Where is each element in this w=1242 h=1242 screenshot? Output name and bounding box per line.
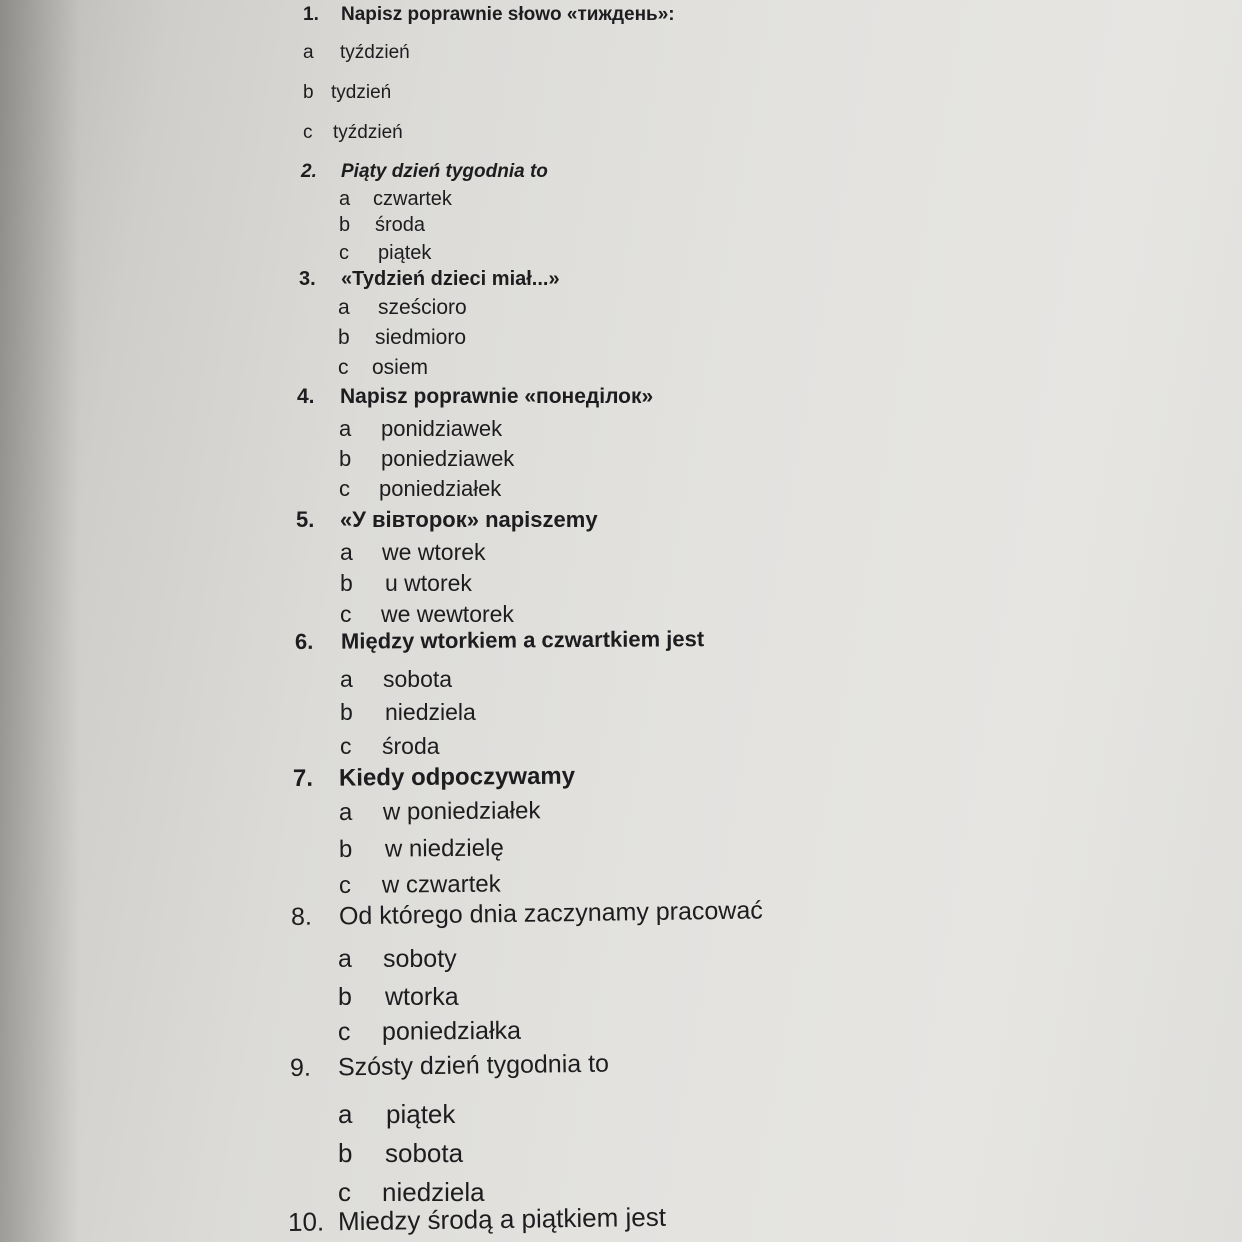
- option: [340, 570, 472, 597]
- option-letter: c: [338, 871, 352, 899]
- option-text: osiem: [372, 356, 429, 379]
- option-letter: c: [340, 601, 352, 627]
- option-letter: a: [338, 1099, 353, 1129]
- option: [339, 871, 501, 900]
- question-number: 1.: [303, 4, 319, 25]
- option: [303, 122, 403, 144]
- question-number: 10.: [287, 1206, 325, 1237]
- question-4: [297, 385, 653, 409]
- option-letter: b: [338, 1138, 353, 1168]
- question-text: «Tydzień dzieci miał...»: [341, 268, 560, 290]
- option-letter: b: [338, 983, 352, 1011]
- option-letter: a: [340, 666, 353, 692]
- option-text: w czwartek: [381, 870, 501, 899]
- option: [339, 242, 431, 265]
- option: [340, 699, 476, 726]
- option-text: niedziela: [385, 699, 476, 725]
- option-text: tyździeń: [333, 122, 403, 143]
- question-number: 4.: [297, 385, 315, 408]
- option-letter: b: [340, 699, 353, 725]
- option-text: we wtorek: [382, 539, 486, 565]
- option-text: środa: [375, 214, 426, 236]
- option-text: poniedziałka: [381, 1016, 522, 1046]
- question-5: [296, 507, 598, 533]
- option-text: sześcioro: [378, 296, 467, 319]
- option: [338, 945, 457, 974]
- option-text: poniedziawek: [381, 446, 515, 471]
- option: [339, 416, 502, 442]
- option-text: ponidziawek: [381, 416, 503, 441]
- option: [339, 476, 501, 502]
- option-letter: b: [338, 835, 353, 863]
- option: [340, 733, 440, 760]
- option: [340, 539, 486, 566]
- question-number: 8.: [290, 902, 313, 931]
- option-letter: c: [340, 733, 352, 759]
- option-letter: c: [337, 1017, 351, 1046]
- option-text: tydzień: [331, 82, 392, 103]
- option-letter: a: [338, 798, 353, 826]
- option-letter: c: [339, 242, 349, 264]
- question-text: Między wtorkiem a czwartkiem jest: [340, 626, 705, 654]
- option: [339, 835, 504, 864]
- question-number: 2.: [301, 161, 317, 182]
- option-letter: c: [338, 1177, 351, 1207]
- option: [338, 1099, 455, 1130]
- question-text: Piąty dzień tygodnia to: [341, 161, 548, 182]
- option: [338, 1177, 485, 1208]
- option: [339, 797, 541, 827]
- question-9: [290, 1050, 609, 1083]
- option-text: czwartek: [373, 188, 452, 210]
- question-3: [299, 268, 560, 291]
- option: [303, 82, 391, 104]
- question-text: Miedzy środą a piątkiem jest: [337, 1201, 667, 1237]
- question-number: 5.: [296, 507, 315, 532]
- option-letter: c: [339, 476, 350, 501]
- option: [338, 326, 466, 350]
- option-letter: b: [338, 326, 350, 349]
- option-text: u wtorek: [385, 570, 472, 596]
- option-letter: b: [303, 82, 314, 103]
- option-text: poniedziałek: [379, 476, 502, 501]
- option-letter: a: [339, 416, 352, 441]
- option: [338, 356, 428, 380]
- option-text: piątek: [386, 1099, 456, 1129]
- option-text: w niedzielę: [384, 834, 504, 863]
- option-text: siedmioro: [375, 326, 467, 349]
- option: [338, 983, 459, 1012]
- option-text: środa: [382, 733, 440, 759]
- option-text: we wewtorek: [381, 601, 514, 627]
- option-text: w poniedziałek: [382, 797, 541, 826]
- option-letter: a: [338, 296, 350, 319]
- question-10: [288, 1202, 666, 1238]
- option-letter: b: [339, 446, 352, 471]
- option-text: tyździeń: [340, 42, 410, 63]
- question-number: 9.: [289, 1053, 312, 1082]
- question-text: Napisz poprawnie «понеділок»: [340, 385, 654, 408]
- option-text: wtorka: [385, 983, 459, 1011]
- question-number: 7.: [292, 764, 314, 792]
- question-text: Kiedy odpoczywamy: [338, 762, 576, 792]
- option-text: soboty: [383, 945, 457, 973]
- option: [339, 188, 452, 211]
- option-letter: a: [340, 539, 353, 565]
- option: [338, 1138, 463, 1169]
- option: [340, 601, 514, 628]
- option-letter: c: [338, 356, 349, 379]
- option-letter: a: [338, 945, 352, 973]
- question-number: 6.: [294, 628, 314, 654]
- option-text: sobota: [385, 1138, 464, 1168]
- option-letter: a: [303, 42, 314, 63]
- option: [338, 1017, 521, 1047]
- question-2: [301, 161, 548, 183]
- option-letter: a: [339, 188, 351, 210]
- question-text: «У вівторок» napiszemy: [340, 507, 598, 532]
- question-number: 3.: [299, 268, 316, 290]
- question-1: [303, 4, 675, 26]
- option-letter: c: [303, 122, 313, 143]
- option: [303, 42, 410, 64]
- option: [339, 446, 514, 472]
- option: [340, 666, 452, 693]
- question-6: [295, 626, 704, 655]
- option-text: piątek: [378, 242, 432, 264]
- option-text: sobota: [383, 666, 453, 692]
- question-8: [291, 896, 763, 932]
- question-text: Od którego dnia zaczynamy pracować: [338, 896, 763, 931]
- question-text: Szósty dzień tygodnia to: [337, 1049, 610, 1082]
- option-letter: b: [339, 214, 351, 236]
- option-letter: b: [340, 570, 353, 596]
- option-text: niedziela: [382, 1177, 485, 1207]
- option: [339, 214, 425, 237]
- option: [338, 296, 467, 320]
- question-text: Napisz poprawnie słowo «тиждень»:: [341, 4, 675, 25]
- page-edge-shadow: [0, 0, 80, 1242]
- question-7: [293, 763, 575, 793]
